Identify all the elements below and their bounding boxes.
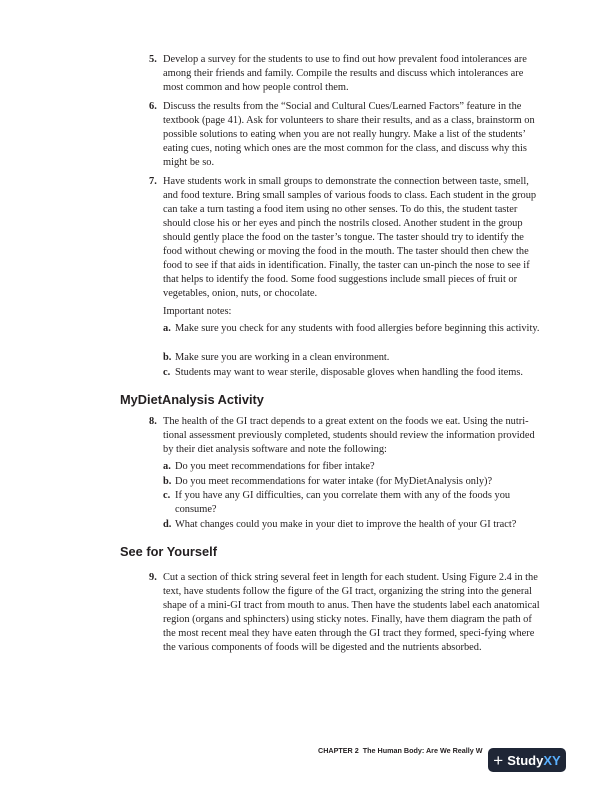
important-notes-label: Important notes: bbox=[163, 306, 232, 317]
note-item-b bbox=[163, 351, 545, 365]
question-item-c bbox=[163, 489, 545, 517]
badge-text-study: Study bbox=[507, 752, 544, 768]
note-text: Make sure you are working in a clean environment. bbox=[175, 352, 390, 363]
studyxy-badge[interactable] bbox=[488, 748, 566, 772]
item-text: The health of the GI tract depends to a great extent on the foods we eat. Using the nutri-tional assessment previously completed, students should review the information provided by their diet analysis software and note the following: bbox=[163, 416, 535, 455]
item-text: Discuss the results from the “Social and Cultural Cues/Learned Factors” feature in the textbook (page 41). Ask for volunteers to share their results, and as a class, brainstorm on possible solutions to eating when you are not really hungry. Make a list of the students’ eating cues, noting which ones are the most common for the class, and discuss why this might be so. bbox=[163, 101, 535, 168]
question-item-d bbox=[163, 518, 545, 532]
question-letter: a. bbox=[163, 461, 171, 472]
list-item-8 bbox=[149, 415, 545, 457]
list-item-9 bbox=[149, 571, 545, 655]
question-item-b bbox=[163, 475, 545, 489]
question-text: If you have any GI difficulties, can you correlate them with any of the foods you consume? bbox=[175, 490, 511, 515]
list-item-6 bbox=[149, 100, 545, 170]
item-number: 8. bbox=[149, 416, 157, 427]
section-heading-mydietanalysis: MyDietAnalysis Activity bbox=[120, 392, 264, 407]
item-number: 9. bbox=[149, 572, 157, 583]
note-text: Make sure you check for any students with food allergies before beginning this activity. bbox=[175, 323, 540, 334]
item-number: 5. bbox=[149, 54, 157, 65]
note-item-c bbox=[163, 366, 545, 380]
item-number: 6. bbox=[149, 101, 157, 112]
list-item-7 bbox=[149, 175, 545, 301]
note-letter: b. bbox=[163, 352, 172, 363]
footer-chapter-label: CHAPTER 2 bbox=[318, 746, 359, 755]
list-item-5 bbox=[149, 53, 545, 95]
note-item-a bbox=[163, 322, 545, 336]
item-text: Have students work in small groups to demonstrate the connection between taste, smell, and food texture. Bring small samples of various foods to class. Each student in the group can take a turn tasting a food item using no other senses. To do this, the student taster should close his or her eyes and pinch the nostrils closed. Another student in the group should gently place the food on the taster’s tongue. The taster should try to identify the food without chewing or moving the food in the mouth. The taster should then chew the food to see if that aids in identification. Finally, the taster can un-pinch the nose to see if that helps to identify the food. Some food suggestions include small pieces of fruit or vegetables, onion, nuts, or chocolate. bbox=[163, 176, 537, 299]
question-text: Do you meet recommendations for water intake (for MyDietAnalysis only)? bbox=[175, 476, 493, 487]
question-text: Do you meet recommendations for fiber intake? bbox=[175, 461, 375, 472]
question-item-a bbox=[163, 460, 545, 474]
badge-text-xy: XY bbox=[543, 752, 561, 768]
item-text: Cut a section of thick string several feet in length for each student. Using Figure 2.4 in the text, have students follow the figure of the GI tract, organizing the string into the general shape of a mini-GI tract from mouth to anus. Then have the students label each anatomical region (organs and sphincters) using sticky notes. Finally, have them diagram the path of the most recent meal they have eaten through the GI tract they formed, speci-fying where the various components of foods will be digested and the nutrients absorbed. bbox=[163, 572, 540, 653]
page-footer bbox=[318, 746, 488, 755]
section-heading-see-for-yourself: See for Yourself bbox=[120, 544, 217, 559]
question-letter: d. bbox=[163, 519, 172, 530]
footer-chapter-title: The Human Body: Are We Really W bbox=[362, 746, 483, 755]
note-letter: a. bbox=[163, 323, 171, 334]
note-letter: c. bbox=[163, 367, 171, 378]
question-text: What changes could you make in your diet to improve the health of your GI tract? bbox=[175, 519, 517, 530]
plus-icon: + bbox=[493, 750, 504, 770]
question-letter: c. bbox=[163, 490, 171, 501]
item-number: 7. bbox=[149, 176, 157, 187]
item-text: Develop a survey for the students to use to find out how prevalent food intolerances are among their friends and family. Compile the results and discuss which intolerances are most common and how people control them. bbox=[163, 54, 527, 93]
question-letter: b. bbox=[163, 476, 172, 487]
note-text: Students may want to wear sterile, disposable gloves when handling the food items. bbox=[175, 367, 524, 378]
